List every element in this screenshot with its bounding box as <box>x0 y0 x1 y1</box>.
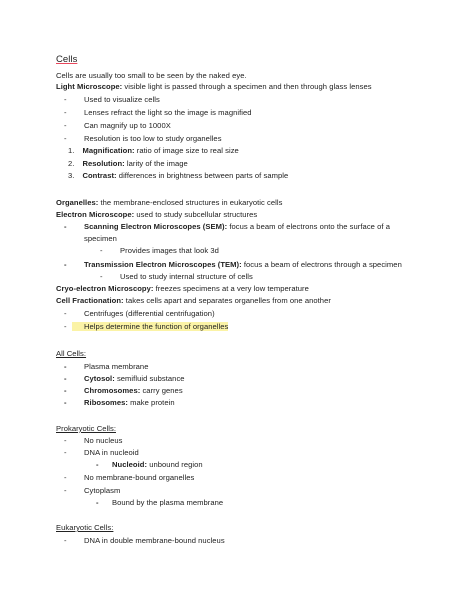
cell-fractionation-definition <box>56 296 331 306</box>
dash-marker: - <box>64 374 67 383</box>
definition: freezes specimens at a very low temperature <box>153 284 309 293</box>
dash-marker: - <box>64 473 67 482</box>
term: Ribosomes: <box>84 398 128 407</box>
highlighted-text: Helps determine the function of organelles <box>72 322 228 331</box>
term: Contrast: <box>82 171 117 180</box>
dash-marker: - <box>64 398 67 407</box>
sub-list-item <box>100 246 219 256</box>
numbered-item <box>68 146 239 156</box>
light-microscope-definition <box>56 82 372 92</box>
definition: differences in brightness between parts of sample <box>116 171 289 180</box>
item-number: 2. <box>68 159 75 168</box>
term: Nucleoid: <box>112 460 148 469</box>
dash-marker: - <box>64 362 67 371</box>
dash-marker: - <box>64 486 67 495</box>
sub-list-item <box>100 272 253 282</box>
term: Organelles: <box>56 198 99 207</box>
list-item-text: No membrane-bound organelles <box>84 473 195 482</box>
list-item <box>64 536 225 546</box>
section-heading-all-cells: All Cells: <box>56 349 87 358</box>
term: Magnification: <box>82 146 135 155</box>
list-item <box>64 486 121 496</box>
list-item-text: DNA in double membrane-bound nucleus <box>84 536 225 545</box>
section-heading-eukaryotic: Eukaryotic Cells: <box>56 523 114 532</box>
list-item-text: Resolution is too low to study organelles <box>84 134 222 143</box>
numbered-item <box>68 171 288 181</box>
list-item <box>64 309 215 319</box>
list-item-text: Provides images that look 3d <box>120 246 219 255</box>
list-item <box>64 398 175 408</box>
list-item <box>64 121 171 131</box>
list-item <box>64 260 402 270</box>
list-item <box>64 222 390 232</box>
list-item <box>64 134 222 144</box>
list-item <box>64 95 160 105</box>
cryo-em-definition <box>56 284 309 294</box>
dash-marker: - <box>64 322 67 331</box>
dash-marker: - <box>64 134 67 143</box>
section-heading-prokaryotic: Prokaryotic Cells: <box>56 424 116 433</box>
list-item-text: Bound by the plasma membrane <box>112 498 224 507</box>
term: Cryo-electron Microscopy: <box>56 284 154 293</box>
list-item-text: Plasma membrane <box>84 362 149 371</box>
dash-marker: - <box>64 536 67 545</box>
definition: the membrane-enclosed structures in eukaryotic cells <box>98 198 283 207</box>
definition: focus a beam of electrons through a specimen <box>241 260 402 269</box>
term: Resolution: <box>82 159 125 168</box>
list-item-text: Used to visualize cells <box>84 95 160 104</box>
dash-marker: - <box>64 448 67 457</box>
dash-marker: - <box>64 386 67 395</box>
list-item <box>64 473 195 483</box>
list-item-text: Can magnify up to 1000X <box>84 121 171 130</box>
definition: make protein <box>127 398 175 407</box>
list-item-text: DNA in nucleoid <box>84 448 139 457</box>
list-item <box>64 448 139 458</box>
term: Cell Fractionation: <box>56 296 124 305</box>
dash-marker: - <box>100 272 103 281</box>
dash-marker: - <box>64 222 67 231</box>
list-item <box>64 108 252 118</box>
item-number: 1. <box>68 146 75 155</box>
numbered-item <box>68 159 188 169</box>
dash-marker: - <box>96 498 99 507</box>
term: Electron Microscope: <box>56 210 135 219</box>
list-item <box>64 362 149 372</box>
sub-list-item <box>96 498 224 508</box>
list-item <box>64 322 229 332</box>
dash-marker: - <box>64 95 67 104</box>
page-title: Cells <box>56 54 78 65</box>
dash-marker: - <box>100 246 103 255</box>
list-item-text: Cytoplasm <box>84 486 121 495</box>
sub-list-item <box>96 460 203 470</box>
dash-marker: - <box>64 436 67 445</box>
list-item <box>64 386 183 396</box>
definition: carry genes <box>140 386 183 395</box>
list-item-text: Lenses refract the light so the image is magnified <box>84 108 252 117</box>
intro-text: Cells are usually too small to be seen by the naked eye. <box>56 71 247 80</box>
definition: used to study subcellular structures <box>134 210 258 219</box>
definition: takes cells apart and separates organelles from one another <box>123 296 331 305</box>
organelles-definition <box>56 198 282 208</box>
list-item-text: Used to study internal structure of cells <box>120 272 253 281</box>
list-item <box>64 436 123 446</box>
term: Light Microscope: <box>56 82 123 91</box>
definition: larity of the image <box>124 159 188 168</box>
term: Chromosomes: <box>84 386 141 395</box>
list-item-continuation: specimen <box>84 234 117 243</box>
list-item <box>64 374 185 384</box>
dash-marker: - <box>64 260 67 269</box>
term: Transmission Electron Microscopes (TEM): <box>84 260 242 269</box>
definition: focus a beam of electrons onto the surface of a <box>227 222 390 231</box>
definition: visible light is passed through a specimen and then through glass lenses <box>122 82 372 91</box>
electron-microscope-definition <box>56 210 257 220</box>
term: Scanning Electron Microscopes (SEM): <box>84 222 228 231</box>
list-item-text: Centrifuges (differential centrifugation) <box>84 309 215 318</box>
term: Cytosol: <box>84 374 115 383</box>
list-item-text: No nucleus <box>84 436 123 445</box>
definition: ratio of image size to real size <box>134 146 239 155</box>
definition: unbound region <box>147 460 203 469</box>
dash-marker: - <box>96 460 99 469</box>
definition: semifluid substance <box>114 374 185 383</box>
item-number: 3. <box>68 171 75 180</box>
dash-marker: - <box>64 309 67 318</box>
dash-marker: - <box>64 108 67 117</box>
dash-marker: - <box>64 121 67 130</box>
